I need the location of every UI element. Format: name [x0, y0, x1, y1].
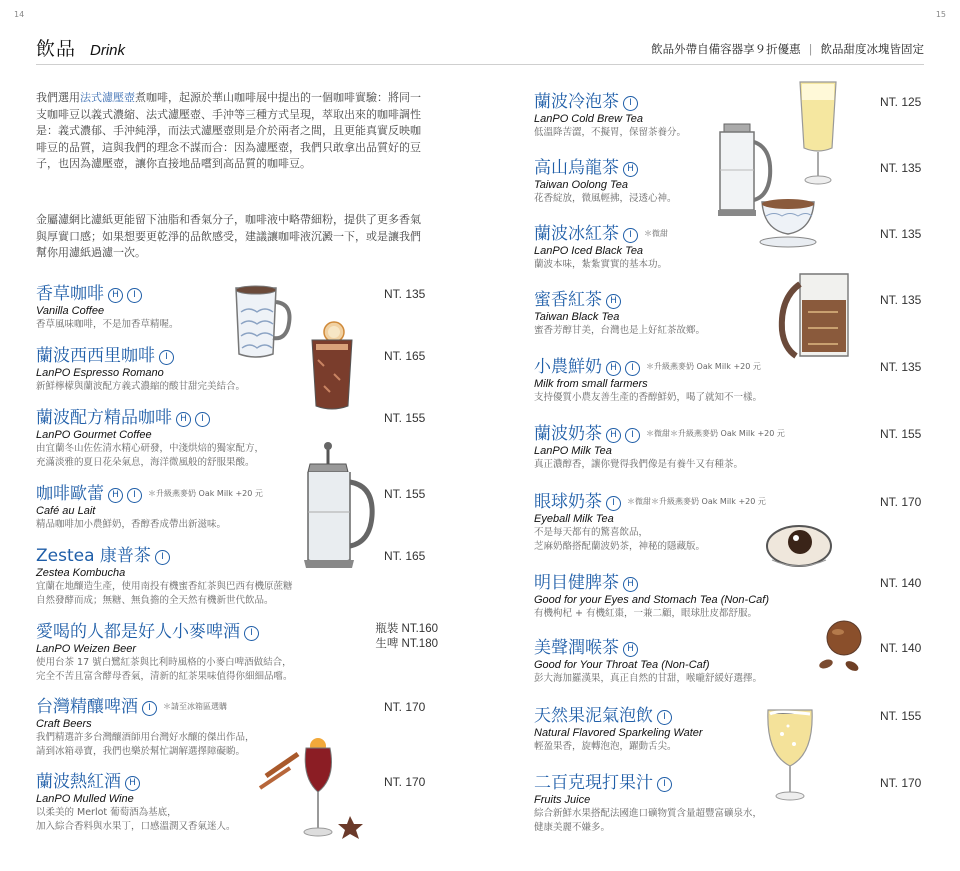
item-note: ＊請至冰箱區選購: [163, 702, 227, 711]
vanilla-coffee-mug-icon: [228, 282, 298, 362]
item-note: ＊微甜＊升級燕麥奶 Oak Milk +20 元: [646, 429, 785, 438]
menu-item: [36, 284, 179, 332]
item-name-en: LanPO Cold Brew Tea: [534, 113, 644, 125]
tea-cup-icon: [756, 196, 824, 250]
item-price: NT. 170: [384, 700, 426, 714]
item-name-en: Milk from small farmers: [534, 378, 648, 390]
item-name: [534, 290, 705, 310]
item-description: 低溫降苦澀，不擬胃，保留茶養分。: [534, 127, 687, 138]
item-price: NT. 155: [384, 487, 426, 501]
hot-icon: H: [606, 428, 621, 443]
item-name-en: Zestea Kombucha: [36, 567, 126, 579]
item-description: 加入綜合香料與水果丁，口感溫潤又香氣迷人。: [36, 820, 236, 832]
item-description: 健康美麗不嫌多。: [534, 821, 611, 833]
iced-icon: I: [606, 496, 621, 511]
intro-text: 煮咖啡，起源於華山咖啡展中提出的一個咖啡實驗：將同一支咖啡豆以義式濃縮、法式濾壓壺、手沖等三種方式呈現，萃取出來的咖啡調性是：義式濃郁、手沖純淨，而法式濾壓壺則是介於兩者之間，且更能真實反映咖啡豆的品質，這與我們的理念不謀而合：因為濾壓壺，我們只敢拿出品質好的豆子，也因為濾壓壺，讓你直接地品嚐到高品質的咖啡豆。: [36, 91, 421, 170]
menu-item: [534, 573, 769, 621]
item-note: ＊升級燕麥奶 Oak Milk +20 元: [148, 489, 263, 498]
item-name-zh: 愛喝的人都是好人小麥啤酒: [36, 622, 240, 642]
item-price-line: 瓶裝 NT.160: [375, 623, 438, 635]
header-divider: [36, 64, 924, 65]
menu-item: [534, 158, 677, 206]
item-name-en: Eyeball Milk Tea: [534, 513, 614, 525]
item-price: NT. 165: [384, 349, 426, 363]
title-zh: 飲品: [36, 38, 77, 60]
item-name-zh: 眼球奶茶: [534, 492, 602, 512]
item-note: ＊升級燕麥奶 Oak Milk +20 元: [646, 362, 761, 371]
hot-icon: H: [623, 162, 638, 177]
hot-icon: H: [606, 294, 621, 309]
iced-icon: I: [244, 626, 259, 641]
sweetness-ice-note: 飲品甜度冰塊皆固定: [820, 42, 924, 56]
menu-item: [534, 424, 785, 472]
item-name-zh: Zestea 康普茶: [36, 546, 151, 566]
item-name-en: Good for your Eyes and Stomach Tea (Non-Caf): [534, 594, 769, 606]
menu-item: [36, 546, 293, 607]
item-name: [534, 773, 762, 793]
iced-icon: I: [623, 96, 638, 111]
item-name-en: LanPO Milk Tea: [534, 445, 612, 457]
hot-icon: H: [623, 642, 638, 657]
sparkling-water-glass-icon: [764, 704, 816, 804]
item-price: NT. 125: [880, 95, 922, 109]
item-name-zh: 蘭波冷泡茶: [534, 92, 619, 112]
header-notes: [651, 41, 924, 57]
item-description: 蘭波本味，紮紮實實的基本功。: [534, 259, 668, 270]
item-name: [534, 158, 677, 178]
item-name-zh: 二百克現打果汁: [534, 773, 653, 793]
iced-icon: I: [195, 412, 210, 427]
item-name: [534, 424, 785, 444]
item-name: [534, 492, 766, 512]
item-price: NT. 135: [880, 360, 922, 374]
item-note: ＊微甜＊升級燕麥奶 Oak Milk +20 元: [627, 497, 766, 506]
menu-item: [534, 224, 668, 272]
iced-icon: I: [657, 710, 672, 725]
item-description: 完全不苦且富含酵母香氣，清新的紅茶果味值得你細細品嚐。: [36, 670, 293, 682]
item-name: [36, 346, 245, 366]
iced-icon: I: [623, 228, 638, 243]
iced-icon: I: [625, 361, 640, 376]
french-press-highlight: 法式濾壓壺: [80, 91, 135, 104]
mulled-wine-icon: [246, 736, 366, 846]
menu-item: [36, 408, 264, 469]
menu-item: [534, 773, 762, 834]
item-price-line: 生啤 NT.180: [375, 638, 438, 650]
item-description: 彭大海加羅漢果，真正自然的甘甜，喉嚨舒緩好選擇。: [534, 673, 763, 684]
item-name-en: Good for Your Throat Tea (Non-Caf): [534, 659, 710, 671]
item-price: NT. 135: [880, 293, 922, 307]
item-name-zh: 蘭波配方精品咖啡: [36, 408, 172, 428]
item-description: 真正濃醇香，讓你覺得我們像是有養牛又有種茶。: [534, 459, 744, 470]
hot-icon: H: [606, 361, 621, 376]
menu-item: [36, 772, 236, 833]
iced-icon: I: [657, 777, 672, 792]
item-description: 輕盈果香，旋轉泡泡，躍動舌尖。: [534, 741, 677, 752]
item-price: NT. 135: [384, 287, 426, 301]
item-name-zh: 小農鮮奶: [534, 357, 602, 377]
menu-item: [36, 346, 245, 394]
item-name: [36, 622, 293, 642]
item-description: 使用台茶 17 號白鷺紅茶與比利時風格的小麥白啤酒做結合，: [36, 657, 292, 668]
french-press-icon: [298, 442, 376, 577]
menu-item: [534, 706, 703, 754]
item-price: NT. 135: [880, 161, 922, 175]
item-name-zh: 天然果泥氣泡飲: [534, 706, 653, 726]
page-number-left: 14: [14, 10, 25, 19]
intro-paragraph-2: 金屬濾網比濾紙更能留下油脂和香氣分子，咖啡液中略帶細粉，提供了更多香氣與厚實口感；如果想要更乾淨的品飲感受，建議讓咖啡液沉澱一下，或是讓我們幫你用濾紙過濾一次。: [36, 213, 421, 259]
hot-icon: H: [176, 412, 191, 427]
item-name-zh: 蘭波奶茶: [534, 424, 602, 444]
espresso-romano-glass-icon: [306, 320, 358, 416]
black-tea-press-icon: [778, 264, 864, 364]
item-name-en: Craft Beers: [36, 718, 92, 730]
hot-icon: H: [125, 776, 140, 791]
iced-icon: I: [625, 428, 640, 443]
item-description: 由宜蘭冬山佐佐清水精心研發，中淺烘焙的獨家配方，: [36, 443, 265, 454]
item-price: NT. 165: [384, 549, 426, 563]
item-name-zh: 高山烏龍茶: [534, 158, 619, 178]
item-price: NT. 155: [384, 411, 426, 425]
cold-brew-glass-icon: [796, 78, 840, 190]
item-price: NT. 155: [880, 709, 922, 723]
item-description: 花香綻放，微風輕拂，浸透心神。: [534, 193, 677, 204]
item-description: 綜合新鮮水果搭配法國進口礦物質含量超豐富礦泉水，: [534, 808, 763, 819]
page-title: [36, 34, 125, 61]
item-description: 自然發酵而成；無糖、無負擔的全天然有機新世代飲品。: [36, 594, 274, 606]
menu-item: [534, 492, 766, 553]
item-description: 有機枸杞 + 有機紅棗，一兼二顧，眼球肚皮都舒服。: [534, 608, 758, 619]
item-name: [534, 224, 668, 244]
item-description: 芝麻奶酪搭配蘭波奶茶，神秘的隱藏版。: [534, 540, 706, 552]
item-price: NT. 170: [384, 775, 426, 789]
menu-item: [534, 638, 762, 686]
item-name-en: Vanilla Coffee: [36, 305, 105, 317]
menu-item: [36, 622, 293, 683]
item-name-en: LanPO Espresso Romano: [36, 367, 164, 379]
menu-item: [36, 484, 263, 532]
item-description: 支持優質小農友善生產的香醇鮮奶，喝了就知不一樣。: [534, 392, 763, 403]
item-name: [534, 573, 769, 593]
page-number-right: 15: [935, 10, 946, 19]
hot-icon: H: [108, 288, 123, 303]
item-name-zh: 蜜香紅茶: [534, 290, 602, 310]
container-discount-note: 飲品外帶自備容器享９折優惠: [651, 42, 801, 56]
title-en: Drink: [90, 42, 126, 59]
item-name: [36, 484, 263, 504]
item-name-en: LanPO Mulled Wine: [36, 793, 134, 805]
item-name-zh: 蘭波西西里咖啡: [36, 346, 155, 366]
item-name: [534, 706, 703, 726]
item-name-zh: 咖啡歐蕾: [36, 484, 104, 504]
iced-icon: I: [155, 550, 170, 565]
item-description: 精品咖啡加小農鮮奶，香醇香成帶出新滋味。: [36, 519, 227, 530]
item-description: 請到冰箱尋寶，我們也樂於幫忙調解選擇障礙喲。: [36, 745, 246, 757]
item-name: [36, 284, 179, 304]
iced-icon: I: [127, 488, 142, 503]
intro-paragraph-1: [36, 90, 430, 173]
item-name-en: LanPO Gourmet Coffee: [36, 429, 152, 441]
item-name: [36, 546, 293, 566]
item-description: 宜蘭在地釀造生產，使用南投有機蜜香紅茶與巴西有機原蔗糖: [36, 581, 293, 592]
item-name-en: Fruits Juice: [534, 794, 591, 806]
item-price: NT. 155: [880, 427, 922, 441]
menu-item: [36, 697, 255, 758]
item-price-options: [358, 622, 438, 652]
item-price: NT. 135: [880, 227, 922, 241]
item-price: NT. 170: [880, 495, 922, 509]
item-name: [534, 92, 686, 112]
menu-item: [534, 92, 686, 140]
intro-text: 我們選用: [36, 91, 80, 104]
iced-icon: I: [127, 288, 142, 303]
header-separator: |: [808, 42, 813, 56]
item-name-zh: 蘭波冰紅茶: [534, 224, 619, 244]
item-note: ＊微甜: [644, 229, 668, 238]
item-name-en: LanPO Iced Black Tea: [534, 245, 644, 257]
item-name-en: Taiwan Black Tea: [534, 311, 620, 323]
item-price: NT. 170: [880, 776, 922, 790]
iced-icon: I: [159, 350, 174, 365]
item-description: 我們精選許多台灣釀酒師用台灣好水釀的傑出作品，: [36, 732, 255, 743]
item-description: 以柔美的 Merlot 葡萄酒為基底，: [36, 807, 177, 818]
item-description: 充滿淡雅的夏日花朵氣息，海洋微風般的舒服果酸。: [36, 456, 255, 468]
item-name-en: LanPO Weizen Beer: [36, 643, 137, 655]
menu-item: [534, 290, 705, 338]
item-name-zh: 蘭波熱紅酒: [36, 772, 121, 792]
item-name: [36, 772, 236, 792]
eyeball-milk-tea-icon: [764, 518, 834, 570]
item-name: [534, 638, 762, 658]
hot-icon: H: [108, 488, 123, 503]
item-name-zh: 明目健脾茶: [534, 573, 619, 593]
item-name: [534, 357, 762, 377]
item-name-zh: 香草咖啡: [36, 284, 104, 304]
item-name: [36, 408, 264, 428]
item-description: 新鮮檸檬與蘭波配方義式濃縮的酸甘甜完美結合。: [36, 381, 246, 392]
item-name-en: Natural Flavored Sparkeling Water: [534, 727, 703, 739]
throat-tea-ingredients-icon: [812, 618, 872, 678]
item-description: 蜜香芳醇甘美，台灣也是上好紅茶故鄉。: [534, 325, 706, 336]
item-name: [36, 697, 255, 717]
item-name-en: Café au Lait: [36, 505, 96, 517]
item-name-en: Taiwan Oolong Tea: [534, 179, 628, 191]
iced-icon: I: [142, 701, 157, 716]
item-name-zh: 台灣精釀啤酒: [36, 697, 138, 717]
item-description: 不是每天都有的驚喜飲品，: [534, 527, 649, 538]
item-price: NT. 140: [880, 576, 922, 590]
item-description: 香草風味咖啡，不是加香草精喔。: [36, 319, 179, 330]
item-price: NT. 140: [880, 641, 922, 655]
menu-item: [534, 357, 762, 405]
hot-icon: H: [623, 577, 638, 592]
item-name-zh: 美聲潤喉茶: [534, 638, 619, 658]
